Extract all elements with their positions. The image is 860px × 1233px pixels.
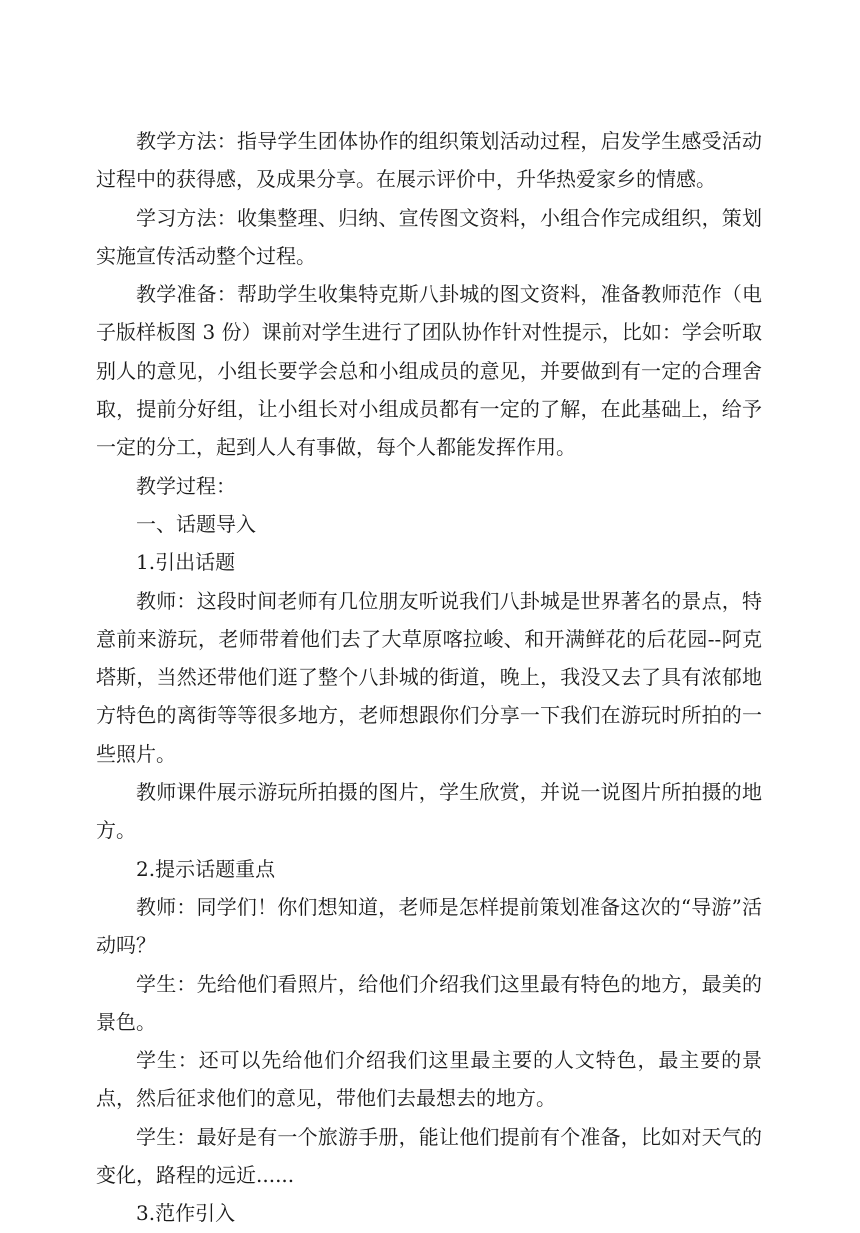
paragraph-teaching-preparation: 教学准备：帮助学生收集特克斯八卦城的图文资料，准备教师范作（电子版样板图 3 份）课前对学生进行了团队协作针对性提示，比如：学会听取别人的意见，小组长要学会总和小组成员的意见，并要做到有一定的合理舍取，提前分好组，让小组长对小组成员都有一定的了解，在此基础上，给予一定的分工，起到人人有事做，每个人都能发挥作用。 <box>96 282 762 460</box>
subheading-introduce-topic: 1.引出话题 <box>136 550 236 575</box>
paragraph-student-answer-1: 学生：先给他们看照片，给他们介绍我们这里最有特色的地方，最美的景色。 <box>96 971 762 1034</box>
paragraph-teacher-question: 教师：同学们！你们想知道，老师是怎样提前策划准备这次的“导游”活动吗？ <box>96 894 762 958</box>
paragraph-teacher-story: 教师：这段时间老师有几位朋友听说我们八卦城是世界著名的景点，特意前来游玩，老师带着他们去了大草原喀拉峻、和开满鲜花的后花园--阿克塔斯，当然还带他们逛了整个八卦城的街道，晚上，我没又去了具有浓郁地方特色的离街等等很多地方，老师想跟你们分享一下我们在游玩时所拍的一些照片。 <box>96 588 762 766</box>
paragraph-teaching-process-heading: 教学过程： <box>136 473 236 498</box>
document-body <box>96 122 762 1233</box>
paragraph-teaching-method: 教学方法：指导学生团体协作的组织策划活动过程，启发学生感受活动过程中的获得感，及成果分享。在展示评价中，升华热爱家乡的情感。 <box>96 129 762 192</box>
section-heading-topic-introduction: 一、话题导入 <box>136 511 256 536</box>
paragraph-courseware-display: 教师课件展示游玩所拍摄的图片，学生欣赏，并说一说图片所拍摄的地方。 <box>96 780 762 843</box>
paragraph-learning-method: 学习方法：收集整理、归纳、宣传图文资料，小组合作完成组织，策划实施宣传活动整个过程。 <box>96 205 762 268</box>
subheading-sample-work: 3.范作引入 <box>136 1201 236 1226</box>
subheading-topic-focus: 2.提示话题重点 <box>136 856 276 881</box>
paragraph-student-answer-3: 学生：最好是有一个旅游手册，能让他们提前有个准备，比如对天气的变化，路程的远近...... <box>96 1124 762 1188</box>
paragraph-student-answer-2: 学生：还可以先给他们介绍我们这里最主要的人文特色，最主要的景点，然后征求他们的意见，带他们去最想去的地方。 <box>96 1048 762 1111</box>
